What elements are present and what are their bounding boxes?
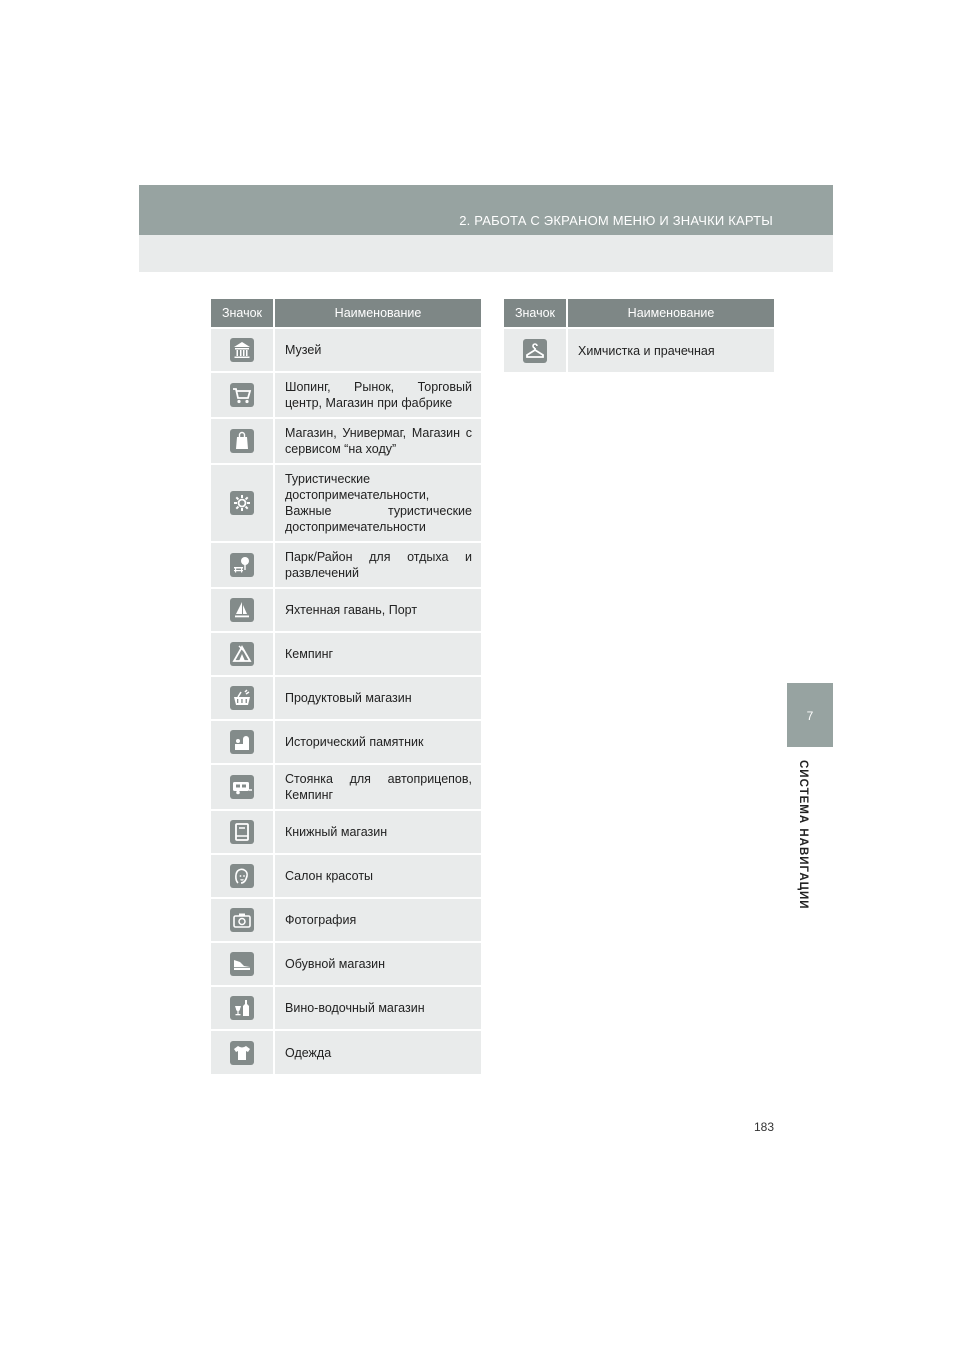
page-number: 183	[754, 1120, 775, 1134]
table-row	[211, 942, 481, 986]
table-row	[211, 898, 481, 942]
item-name: Одежда	[274, 1030, 481, 1074]
header-icon-column: Значок	[504, 299, 567, 328]
item-name: Музей	[274, 328, 481, 372]
table-header-row	[504, 299, 774, 328]
item-name: Продуктовый магазин	[274, 676, 481, 720]
shoe-icon	[230, 952, 254, 976]
camper-trailer-icon	[230, 775, 254, 799]
camera-icon	[230, 908, 254, 932]
table-row	[211, 542, 481, 588]
item-name: Фотография	[274, 898, 481, 942]
item-name: Яхтенная гавань, Порт	[274, 588, 481, 632]
wine-bottle-icon	[230, 996, 254, 1020]
sailboat-icon	[230, 598, 254, 622]
chapter-number: 7	[806, 709, 814, 723]
item-name: Шопинг, Рынок, Торговый центр, Магазин при фабрике	[274, 372, 481, 418]
item-name: Исторический памятник	[274, 720, 481, 764]
chapter-tab	[787, 683, 833, 747]
item-name: Магазин, Универмаг, Магазин с сервисом “на ходу”	[274, 418, 481, 464]
monument-icon	[230, 730, 254, 754]
table-row	[211, 328, 481, 372]
header-bar	[139, 185, 833, 235]
shopping-cart-icon	[230, 383, 254, 407]
section-title: 2. РАБОТА С ЭКРАНОМ МЕНЮ И ЗНАЧКИ КАРТЫ	[459, 213, 773, 228]
table-row	[211, 810, 481, 854]
item-name: Вино-водочный магазин	[274, 986, 481, 1030]
item-name: Кемпинг	[274, 632, 481, 676]
header-subbar	[139, 235, 833, 272]
table-row	[211, 854, 481, 898]
header-name-column: Наименование	[567, 299, 774, 328]
icon-table-right	[504, 299, 774, 372]
icon-table-left	[211, 299, 481, 1074]
park-icon	[230, 553, 254, 577]
table-row	[211, 1030, 481, 1074]
table-header-row	[211, 299, 481, 328]
table-row	[211, 632, 481, 676]
item-name: Стоянка для автоприцепов, Кемпинг	[274, 764, 481, 810]
shopping-bag-icon	[230, 429, 254, 453]
book-icon	[230, 820, 254, 844]
item-name: Книжный магазин	[274, 810, 481, 854]
museum-icon	[230, 338, 254, 362]
item-name: Салон красоты	[274, 854, 481, 898]
item-name: Обувной магазин	[274, 942, 481, 986]
header-icon-column: Значок	[211, 299, 274, 328]
item-name: Парк/Район для отдыха и развлечений	[274, 542, 481, 588]
table-row	[211, 676, 481, 720]
grocery-basket-icon	[230, 686, 254, 710]
table-row	[211, 764, 481, 810]
hanger-icon	[523, 339, 547, 363]
chapter-label: СИСТЕМА НАВИГАЦИИ	[797, 760, 809, 910]
item-name: Химчистка и прачечная	[567, 328, 774, 372]
table-row	[211, 418, 481, 464]
table-row	[504, 328, 774, 372]
table-row	[211, 588, 481, 632]
table-row	[211, 464, 481, 542]
tent-icon	[230, 642, 254, 666]
tourist-attraction-icon	[230, 491, 254, 515]
header-name-column: Наименование	[274, 299, 481, 328]
tshirt-icon	[230, 1041, 254, 1065]
beauty-salon-icon	[230, 864, 254, 888]
item-name: Туристические достопримечательности, Важные туристические достопримечательности	[274, 464, 481, 542]
table-row	[211, 372, 481, 418]
table-row	[211, 720, 481, 764]
table-row	[211, 986, 481, 1030]
